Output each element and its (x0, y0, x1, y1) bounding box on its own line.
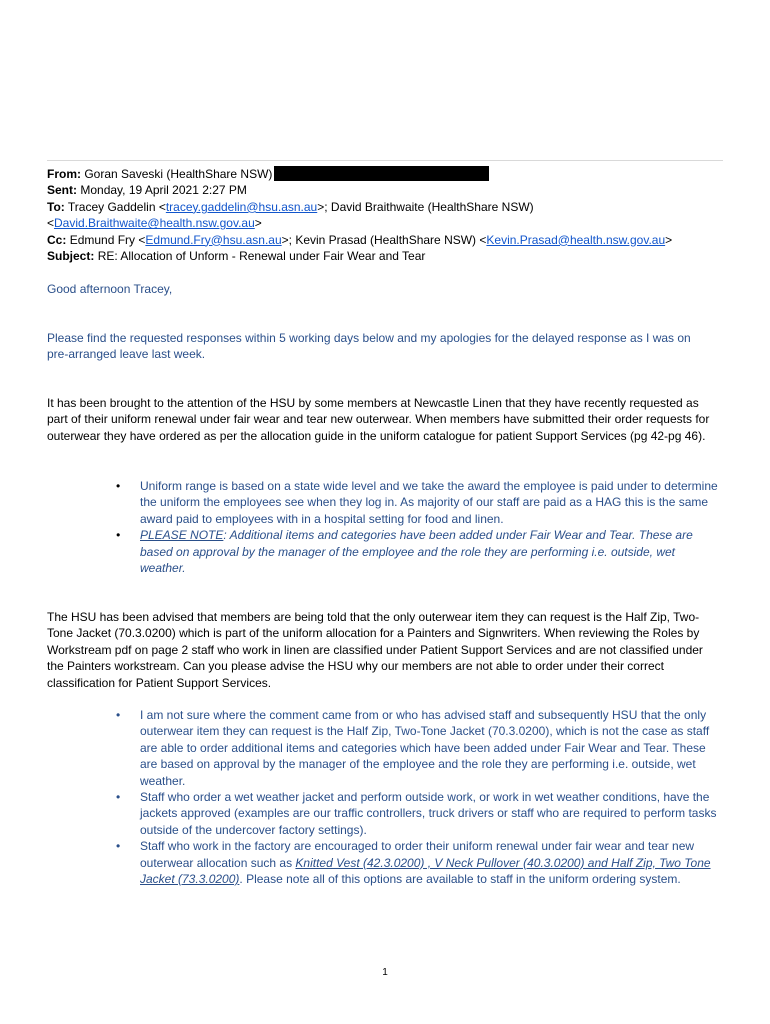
response-list-2 (47, 707, 723, 887)
to-email-link-2[interactable]: David.Braithwaite@health.nsw.gov.au (54, 216, 255, 231)
to-line-2 (47, 215, 672, 231)
sent-line (47, 182, 672, 198)
to-line2-suffix: > (254, 216, 262, 231)
outerwear-items-link: Knitted Vest (42.3.0200) , V Neck Pullover (40.3.0200) and Half Zip, Two Tone Jacket (73.3.0200) (140, 855, 711, 887)
cc-suffix: > (665, 232, 673, 247)
bullet-text: Uniform range is based on a state wide level and we take the award the employee is paid under to determine the uniform the employees see when they log in. As majority of our staff are paid as a HAG this is the same award paid to employees with in a hospital setting for food and linen. (140, 479, 718, 526)
question-paragraph-1: It has been brought to the attention of the HSU by some members at Newcastle Linen that they have recently requested as part of their uniform renewal under fair wear and tear new outerwear. When members have submitted their order requests for outerwear they have ordered as per the allocation guide in the uniform catalogue for patient Support Services (pg 42-pg 46). (47, 396, 710, 443)
bullet-text: Staff who order a wet weather jacket and perform outside work, or work in wet weather conditions, have the jackets approved (examples are our traffic controllers, truck drivers or staff who are required to perform tasks outside of the undercover factory settings). (140, 790, 717, 837)
subject-line (47, 248, 672, 264)
sent-label: Sent: (47, 183, 77, 198)
sent-value: Monday, 19 April 2021 2:27 PM (80, 183, 247, 198)
from-line (47, 166, 672, 182)
question-paragraph-2: The HSU has been advised that members are being told that the only outerwear item they can request is the Half Zip, Two-Tone Jacket (70.3.0200) which is part of the uniform allocation for a Painters and Signwriters. When reviewing the Roles by Workstream pdf on page 2 staff who work in linen are classified under Patient Support Services and are not classified under the Painters workstream. Can you please advise the HSU why our members are not able to order under their correct classification for Patient Support Services. (47, 610, 703, 690)
cc-line (47, 232, 672, 248)
list-item (47, 789, 723, 838)
list-item (47, 707, 723, 789)
cc-prefix: Edmund Fry < (69, 232, 146, 247)
to-line2-prefix: < (47, 216, 55, 231)
greeting: Good afternoon Tracey, (47, 282, 173, 296)
to-prefix: Tracey Gaddelin < (67, 199, 166, 214)
cc-label: Cc: (47, 232, 67, 247)
response-list-1 (47, 478, 723, 576)
bullet-text: . Please note all of this options are available to staff in the uniform ordering system. (239, 872, 681, 887)
bullet-text: Staff who work in the factory are encouraged to order their uniform renewal under fair wear and tear new outerwear allocation such as (140, 839, 695, 870)
page-number: 1 (382, 967, 388, 978)
bullet-text: I am not sure where the comment came from or who has advised staff and subsequently HSU that the only outerwear item they can request is the Half Zip, Two-Tone Jacket (70.3.0200), which is not the case as staff are able to order additional items and categories which have been added under Fair Wear and Tear. These are based on approval by the manager of the employee and the role they are performing i.e. outside, wet weather. (140, 708, 710, 788)
to-label: To: (47, 199, 65, 214)
cc-email-link-2[interactable]: Kevin.Prasad@health.nsw.gov.au (486, 232, 666, 247)
to-line (47, 199, 672, 215)
subject-value: RE: Allocation of Unform - Renewal under Fair Wear and Tear (97, 249, 426, 264)
subject-label: Subject: (47, 249, 95, 264)
list-item (47, 478, 723, 527)
to-mid: >; David Braithwaite (HealthShare NSW) (317, 199, 534, 214)
list-item (47, 527, 723, 576)
bullet-text: : Additional items and categories have been added under Fair Wear and Tear. These are based on approval by the manager of the employee and the role they are performing i.e. outside, wet weather. (140, 528, 693, 576)
redacted-block (274, 166, 489, 181)
cc-mid: >; Kevin Prasad (HealthShare NSW) < (281, 232, 487, 247)
list-item (47, 838, 723, 887)
from-label: From: (47, 167, 81, 181)
intro-paragraph: Please find the requested responses within 5 working days below and my apologies for the delayed response as I was on pre-arranged leave last week. (47, 331, 691, 362)
to-email-link-1[interactable]: tracey.gaddelin@hsu.asn.au (165, 199, 318, 214)
please-note-label: PLEASE NOTE (140, 528, 224, 543)
cc-email-link-1[interactable]: Edmund.Fry@hsu.asn.au (145, 232, 282, 247)
header-divider (47, 160, 723, 161)
from-value: Goran Saveski (HealthShare NSW) (84, 167, 273, 181)
email-header (47, 166, 672, 264)
